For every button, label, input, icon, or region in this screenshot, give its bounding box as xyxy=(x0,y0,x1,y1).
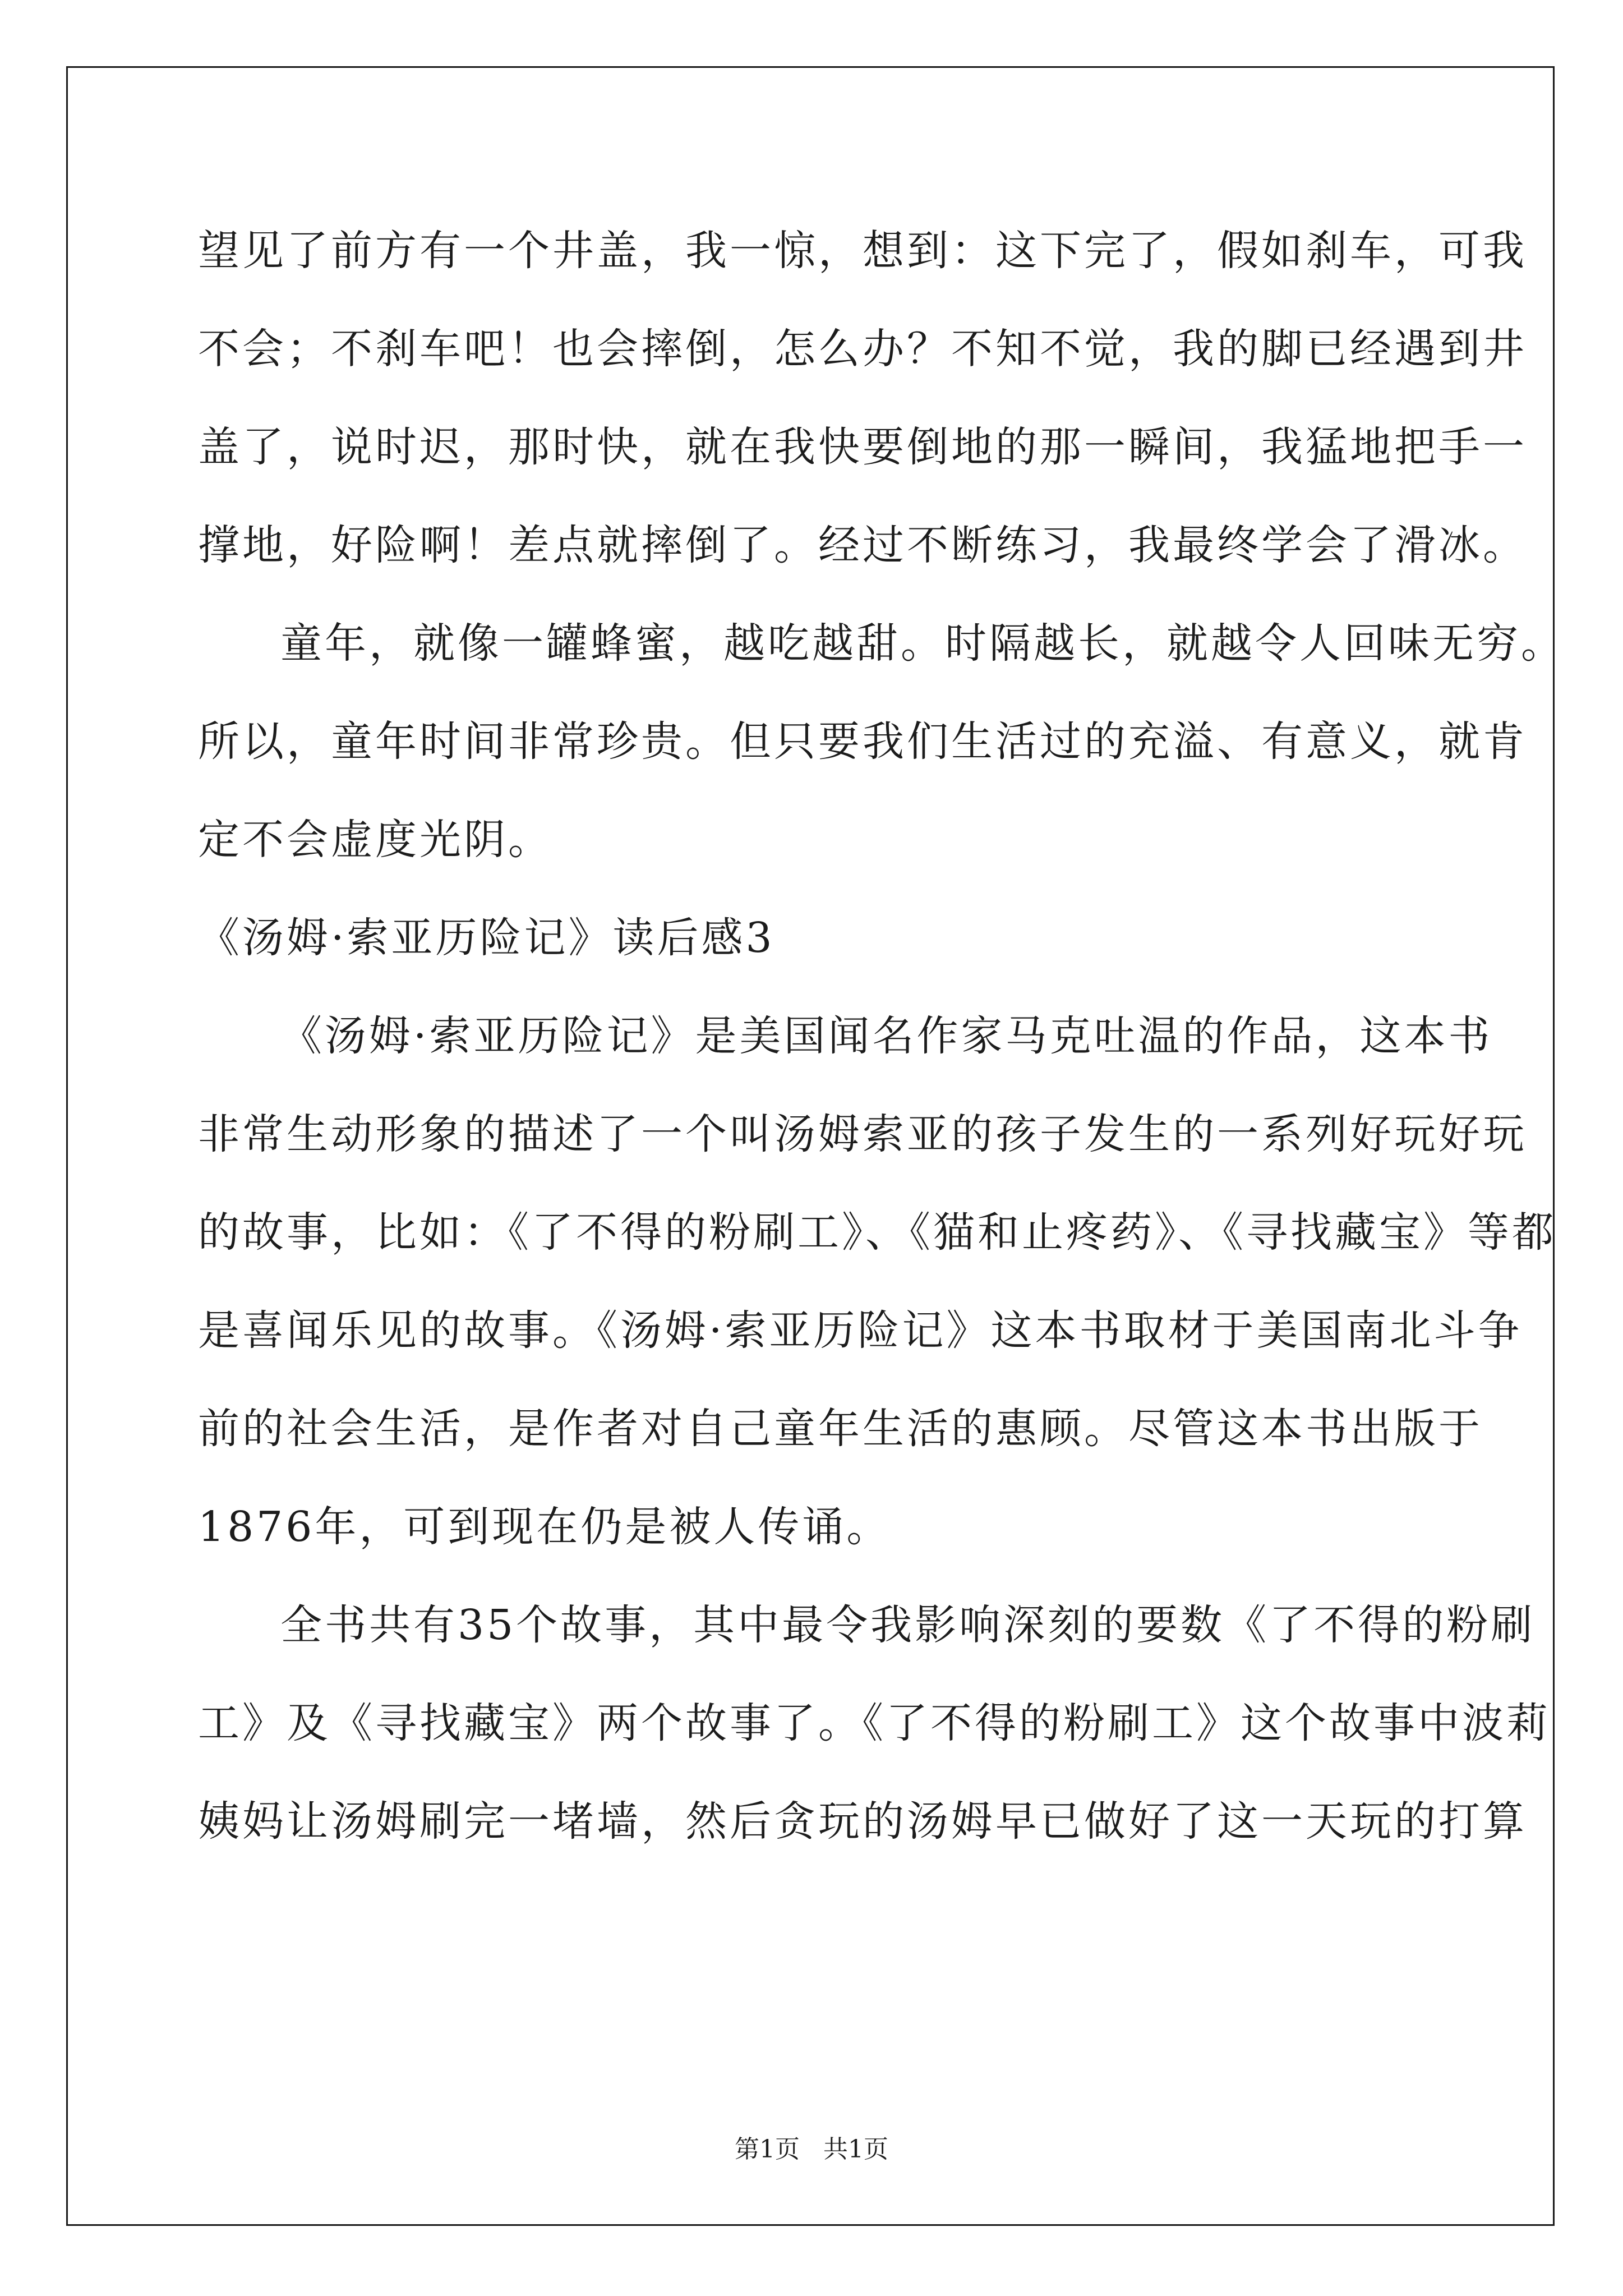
text-line: 姨妈让汤姆刷完一堵墙，然后贪玩的汤姆早已做好了这一天玩的打算 xyxy=(198,1797,1527,1846)
text-line: 的故事，比如：《了不得的粉刷工》、《猫和止疼药》、《寻找藏宝》等都 xyxy=(198,1208,1556,1257)
text-line: 工》及《寻找藏宝》两个故事了。《了不得的粉刷工》这个故事中波莉 xyxy=(198,1699,1551,1747)
text-line: 全书共有35个故事，其中最令我影响深刻的要数《了不得的粉刷 xyxy=(280,1601,1536,1649)
text-line: 望见了前方有一个井盖，我一惊，想到：这下完了，假如刹车，可我 xyxy=(198,227,1527,275)
text-line: 前的社会生活，是作者对自己童年生活的惠顾。尽管这本书出版于 xyxy=(198,1405,1483,1453)
section-heading: 《汤姆·索亚历险记》读后感3 xyxy=(198,914,775,962)
text-line: 撑地，好险啊！差点就摔倒了。经过不断练习，我最终学会了滑冰。 xyxy=(198,521,1527,569)
text-line: 不会；不刹车吧！也会摔倒，怎么办？不知不觉，我的脚已经遇到井 xyxy=(198,325,1527,373)
text-line: 是喜闻乐见的故事。《汤姆·索亚历险记》这本书取材于美国南北斗争 xyxy=(198,1306,1523,1355)
page-number: 第1页 共1页 xyxy=(735,2135,888,2164)
text-line: 1876年，可到现在仍是被人传诵。 xyxy=(198,1503,891,1551)
text-line: 定不会虚度光阴。 xyxy=(198,816,552,864)
text-line: 所以，童年时间非常珍贵。但只要我们生活过的充溢、有意义，就肯 xyxy=(198,717,1527,766)
text-line: 非常生动形象的描述了一个叫汤姆索亚的孩子发生的一系列好玩好玩 xyxy=(198,1110,1527,1158)
text-line: 盖了，说时迟，那时快，就在我快要倒地的那一瞬间，我猛地把手一 xyxy=(198,423,1527,471)
text-line: 童年，就像一罐蜂蜜，越吃越甜。时隔越长，就越令人回味无穷。 xyxy=(280,619,1565,668)
text-line: 《汤姆·索亚历险记》是美国闻名作家马克吐温的作品，这本书 xyxy=(280,1012,1493,1060)
